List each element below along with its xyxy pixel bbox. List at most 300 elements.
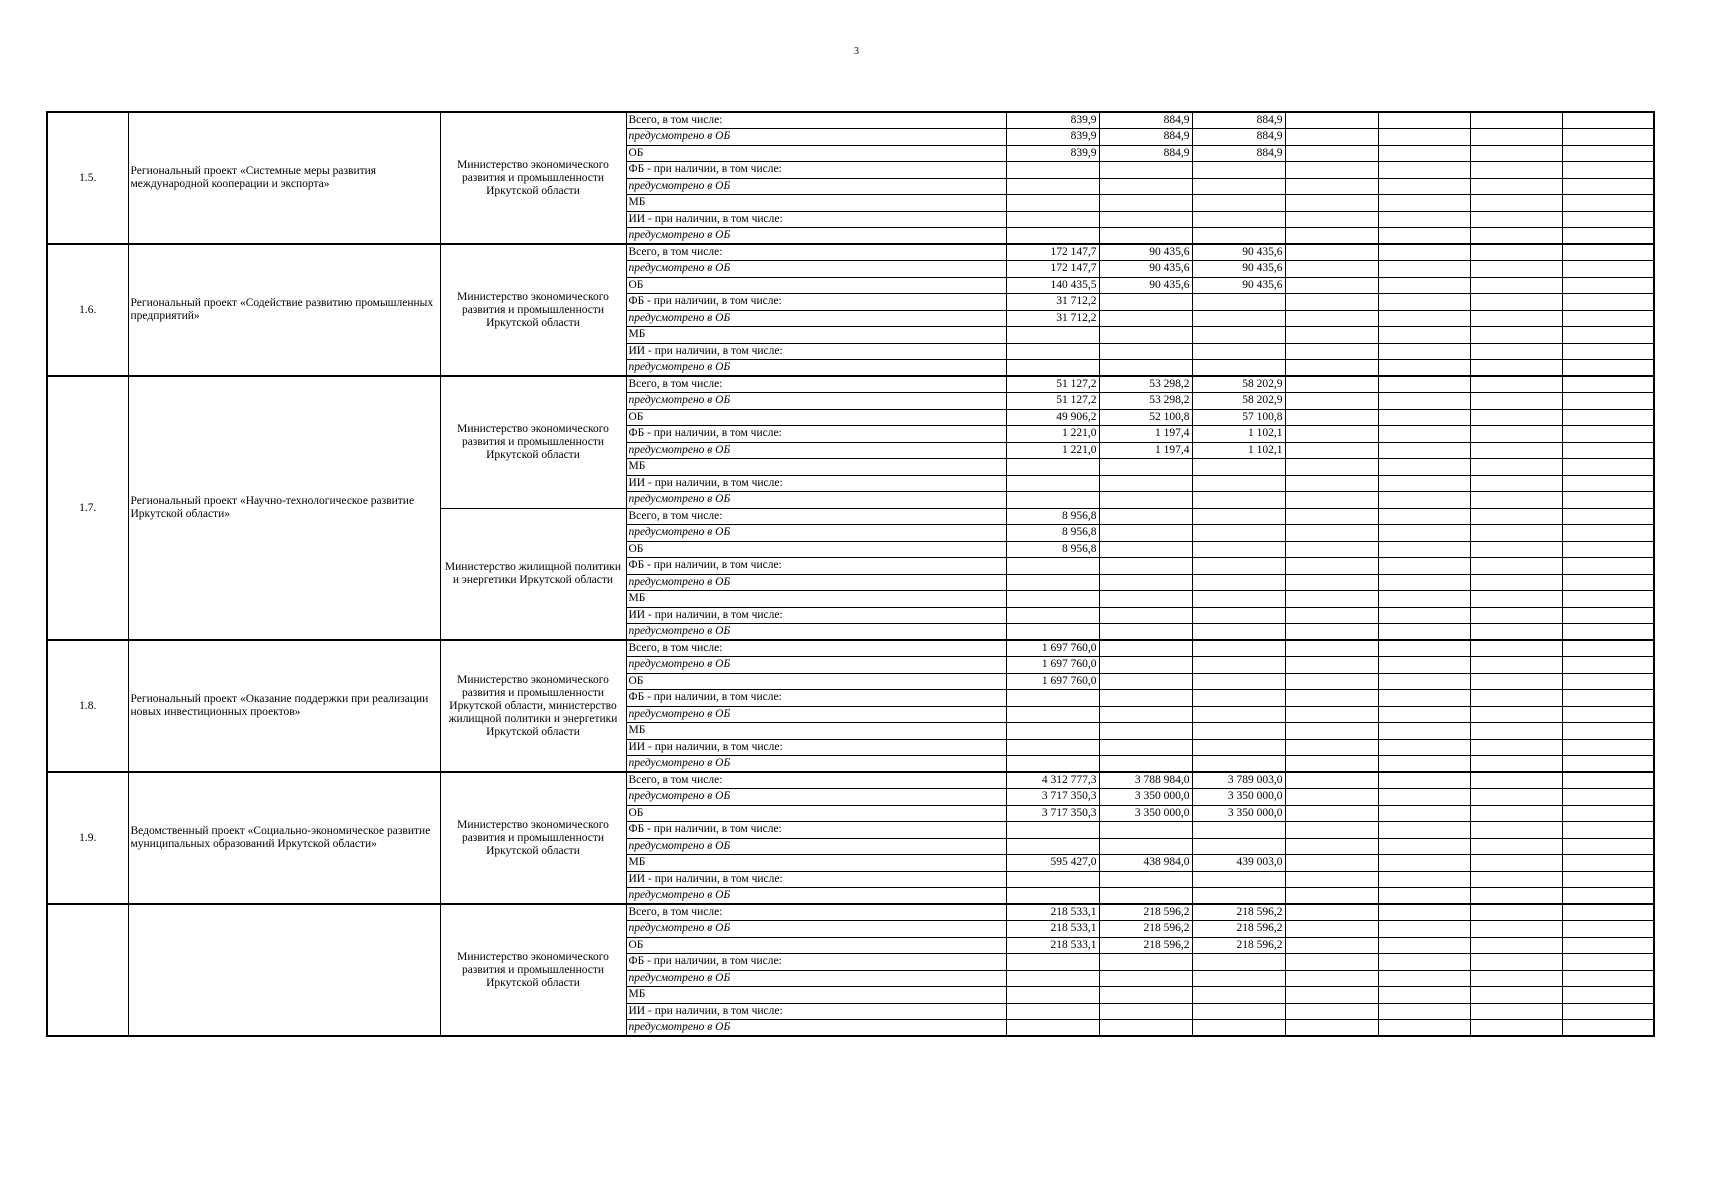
amount-cell bbox=[1470, 409, 1562, 426]
amount-cell bbox=[1470, 244, 1562, 261]
funding-source-label: предусмотрено в ОБ bbox=[626, 789, 1006, 806]
amount-cell bbox=[1192, 673, 1285, 690]
amount-cell bbox=[1562, 475, 1654, 492]
executor-name: Министерство экономического развития и промышленности Иркутской области bbox=[440, 772, 626, 904]
amount-cell bbox=[1285, 888, 1378, 905]
amount-cell bbox=[1562, 178, 1654, 195]
funding-source-label: предусмотрено в ОБ bbox=[626, 492, 1006, 509]
amount-cell bbox=[1192, 640, 1285, 657]
executor-name: Министерство экономического развития и промышленности Иркутской области bbox=[440, 112, 626, 244]
amount-cell bbox=[1006, 591, 1099, 608]
funding-source-label: МБ bbox=[626, 591, 1006, 608]
amount-cell bbox=[1378, 376, 1470, 393]
amount-cell bbox=[1099, 475, 1192, 492]
amount-cell bbox=[1562, 442, 1654, 459]
amount-cell bbox=[1285, 607, 1378, 624]
amount-cell bbox=[1562, 162, 1654, 179]
amount-cell bbox=[1562, 838, 1654, 855]
funding-source-label: ОБ bbox=[626, 145, 1006, 162]
funding-source-label: Всего, в том числе: bbox=[626, 640, 1006, 657]
funding-source-label: ФБ - при наличии, в том числе: bbox=[626, 294, 1006, 311]
amount-cell bbox=[1192, 1003, 1285, 1020]
funding-source-label: предусмотрено в ОБ bbox=[626, 178, 1006, 195]
amount-cell bbox=[1285, 574, 1378, 591]
amount-cell: 90 435,6 bbox=[1192, 277, 1285, 294]
amount-cell: 1 221,0 bbox=[1006, 426, 1099, 443]
amount-cell bbox=[1470, 904, 1562, 921]
amount-cell bbox=[1562, 789, 1654, 806]
amount-cell: 90 435,6 bbox=[1099, 277, 1192, 294]
amount-cell bbox=[1099, 657, 1192, 674]
amount-cell bbox=[1192, 294, 1285, 311]
amount-cell bbox=[1470, 855, 1562, 872]
amount-cell bbox=[1099, 178, 1192, 195]
amount-cell bbox=[1006, 360, 1099, 377]
amount-cell bbox=[1099, 228, 1192, 245]
table-row bbox=[47, 904, 1654, 921]
amount-cell bbox=[1285, 657, 1378, 674]
amount-cell bbox=[1470, 327, 1562, 344]
amount-cell bbox=[1378, 574, 1470, 591]
amount-cell bbox=[1470, 706, 1562, 723]
table-row bbox=[47, 376, 1654, 393]
amount-cell bbox=[1006, 195, 1099, 212]
amount-cell bbox=[1378, 888, 1470, 905]
amount-cell bbox=[1562, 327, 1654, 344]
amount-cell: 218 596,2 bbox=[1192, 921, 1285, 938]
amount-cell bbox=[1192, 591, 1285, 608]
amount-cell bbox=[1470, 393, 1562, 410]
amount-cell bbox=[1006, 1003, 1099, 1020]
amount-cell bbox=[1378, 1020, 1470, 1037]
funding-source-label: предусмотрено в ОБ bbox=[626, 1020, 1006, 1037]
amount-cell bbox=[1562, 195, 1654, 212]
funding-source-label: ФБ - при наличии, в том числе: bbox=[626, 426, 1006, 443]
amount-cell bbox=[1562, 970, 1654, 987]
amount-cell: 90 435,6 bbox=[1192, 261, 1285, 278]
amount-cell bbox=[1378, 987, 1470, 1004]
amount-cell bbox=[1285, 855, 1378, 872]
amount-cell: 172 147,7 bbox=[1006, 261, 1099, 278]
amount-cell bbox=[1099, 327, 1192, 344]
amount-cell bbox=[1470, 657, 1562, 674]
funding-source-label: ИИ - при наличии, в том числе: bbox=[626, 607, 1006, 624]
funding-source-label: МБ bbox=[626, 459, 1006, 476]
amount-cell bbox=[1470, 541, 1562, 558]
amount-cell bbox=[1562, 211, 1654, 228]
amount-cell: 8 956,8 bbox=[1006, 508, 1099, 525]
funding-source-label: ИИ - при наличии, в том числе: bbox=[626, 475, 1006, 492]
amount-cell bbox=[1378, 261, 1470, 278]
amount-cell bbox=[1192, 508, 1285, 525]
amount-cell bbox=[1470, 1020, 1562, 1037]
amount-cell: 1 102,1 bbox=[1192, 426, 1285, 443]
amount-cell bbox=[1006, 162, 1099, 179]
page-number: 3 bbox=[854, 46, 859, 57]
amount-cell bbox=[1562, 508, 1654, 525]
amount-cell bbox=[1285, 178, 1378, 195]
amount-cell: 8 956,8 bbox=[1006, 541, 1099, 558]
amount-cell bbox=[1378, 904, 1470, 921]
amount-cell bbox=[1285, 376, 1378, 393]
amount-cell bbox=[1562, 1003, 1654, 1020]
executor-name: Министерство жилищной политики и энергетики Иркутской области bbox=[440, 508, 626, 640]
amount-cell bbox=[1562, 129, 1654, 146]
amount-cell bbox=[1285, 360, 1378, 377]
amount-cell bbox=[1562, 690, 1654, 707]
amount-cell bbox=[1099, 706, 1192, 723]
amount-cell bbox=[1099, 574, 1192, 591]
amount-cell bbox=[1006, 343, 1099, 360]
funding-source-label: предусмотрено в ОБ bbox=[626, 624, 1006, 641]
amount-cell bbox=[1285, 261, 1378, 278]
project-name bbox=[128, 904, 440, 1036]
amount-cell bbox=[1285, 508, 1378, 525]
amount-cell bbox=[1285, 294, 1378, 311]
amount-cell bbox=[1562, 310, 1654, 327]
amount-cell bbox=[1470, 723, 1562, 740]
amount-cell bbox=[1285, 492, 1378, 509]
amount-cell bbox=[1285, 673, 1378, 690]
amount-cell bbox=[1285, 327, 1378, 344]
amount-cell: 1 197,4 bbox=[1099, 426, 1192, 443]
amount-cell bbox=[1378, 162, 1470, 179]
amount-cell bbox=[1562, 261, 1654, 278]
amount-cell bbox=[1006, 756, 1099, 773]
amount-cell bbox=[1192, 690, 1285, 707]
amount-cell: 839,9 bbox=[1006, 145, 1099, 162]
amount-cell: 90 435,6 bbox=[1192, 244, 1285, 261]
amount-cell bbox=[1378, 492, 1470, 509]
item-number: 1.8. bbox=[47, 640, 128, 772]
amount-cell bbox=[1006, 1020, 1099, 1037]
amount-cell bbox=[1006, 838, 1099, 855]
amount-cell bbox=[1470, 294, 1562, 311]
amount-cell bbox=[1099, 360, 1192, 377]
amount-cell: 53 298,2 bbox=[1099, 376, 1192, 393]
funding-source-label: ИИ - при наличии, в том числе: bbox=[626, 739, 1006, 756]
amount-cell bbox=[1192, 1020, 1285, 1037]
amount-cell bbox=[1378, 706, 1470, 723]
amount-cell bbox=[1562, 376, 1654, 393]
amount-cell bbox=[1470, 442, 1562, 459]
amount-cell bbox=[1192, 574, 1285, 591]
amount-cell bbox=[1192, 558, 1285, 575]
amount-cell bbox=[1006, 987, 1099, 1004]
amount-cell bbox=[1378, 327, 1470, 344]
amount-cell bbox=[1470, 574, 1562, 591]
amount-cell bbox=[1378, 393, 1470, 410]
amount-cell bbox=[1562, 756, 1654, 773]
table-body bbox=[47, 112, 1654, 1036]
funding-source-label: Всего, в том числе: bbox=[626, 772, 1006, 789]
amount-cell bbox=[1562, 541, 1654, 558]
amount-cell bbox=[1562, 574, 1654, 591]
amount-cell bbox=[1562, 360, 1654, 377]
amount-cell: 218 596,2 bbox=[1099, 904, 1192, 921]
amount-cell bbox=[1378, 1003, 1470, 1020]
amount-cell bbox=[1285, 723, 1378, 740]
amount-cell bbox=[1378, 195, 1470, 212]
amount-cell bbox=[1470, 838, 1562, 855]
amount-cell bbox=[1378, 673, 1470, 690]
amount-cell: 3 350 000,0 bbox=[1192, 789, 1285, 806]
amount-cell bbox=[1006, 178, 1099, 195]
amount-cell bbox=[1562, 492, 1654, 509]
amount-cell bbox=[1099, 970, 1192, 987]
amount-cell bbox=[1099, 640, 1192, 657]
funding-source-label: МБ bbox=[626, 987, 1006, 1004]
amount-cell bbox=[1099, 211, 1192, 228]
amount-cell: 3 717 350,3 bbox=[1006, 789, 1099, 806]
amount-cell bbox=[1470, 640, 1562, 657]
amount-cell bbox=[1006, 327, 1099, 344]
amount-cell bbox=[1562, 426, 1654, 443]
amount-cell bbox=[1378, 409, 1470, 426]
amount-cell bbox=[1378, 591, 1470, 608]
amount-cell bbox=[1099, 723, 1192, 740]
amount-cell bbox=[1099, 1003, 1192, 1020]
amount-cell: 140 435,5 bbox=[1006, 277, 1099, 294]
amount-cell bbox=[1378, 426, 1470, 443]
amount-cell bbox=[1378, 475, 1470, 492]
amount-cell bbox=[1378, 937, 1470, 954]
amount-cell bbox=[1562, 640, 1654, 657]
amount-cell bbox=[1192, 739, 1285, 756]
amount-cell bbox=[1285, 805, 1378, 822]
amount-cell bbox=[1285, 690, 1378, 707]
table-row bbox=[47, 112, 1654, 129]
amount-cell: 218 533,1 bbox=[1006, 937, 1099, 954]
amount-cell bbox=[1099, 492, 1192, 509]
funding-source-label: ФБ - при наличии, в том числе: bbox=[626, 162, 1006, 179]
funding-source-label: ФБ - при наличии, в том числе: bbox=[626, 822, 1006, 839]
funding-source-label: предусмотрено в ОБ bbox=[626, 525, 1006, 542]
amount-cell bbox=[1562, 739, 1654, 756]
amount-cell bbox=[1562, 673, 1654, 690]
amount-cell bbox=[1099, 673, 1192, 690]
amount-cell bbox=[1562, 277, 1654, 294]
amount-cell bbox=[1285, 937, 1378, 954]
funding-source-label: МБ bbox=[626, 723, 1006, 740]
amount-cell bbox=[1562, 904, 1654, 921]
funding-source-label: ИИ - при наличии, в том числе: bbox=[626, 211, 1006, 228]
amount-cell: 1 697 760,0 bbox=[1006, 673, 1099, 690]
amount-cell bbox=[1285, 343, 1378, 360]
amount-cell bbox=[1378, 145, 1470, 162]
amount-cell bbox=[1192, 871, 1285, 888]
amount-cell bbox=[1562, 112, 1654, 129]
funding-source-label: предусмотрено в ОБ bbox=[626, 921, 1006, 938]
amount-cell bbox=[1099, 756, 1192, 773]
amount-cell bbox=[1378, 723, 1470, 740]
amount-cell bbox=[1562, 294, 1654, 311]
amount-cell bbox=[1470, 508, 1562, 525]
amount-cell bbox=[1006, 459, 1099, 476]
amount-cell: 218 596,2 bbox=[1192, 937, 1285, 954]
amount-cell: 884,9 bbox=[1192, 129, 1285, 146]
funding-source-label: МБ bbox=[626, 327, 1006, 344]
project-name: Региональный проект «Научно-технологическое развитие Иркутской области» bbox=[128, 376, 440, 640]
amount-cell bbox=[1099, 591, 1192, 608]
amount-cell: 52 100,8 bbox=[1099, 409, 1192, 426]
amount-cell: 4 312 777,3 bbox=[1006, 772, 1099, 789]
amount-cell bbox=[1006, 970, 1099, 987]
amount-cell bbox=[1285, 195, 1378, 212]
amount-cell bbox=[1378, 690, 1470, 707]
funding-source-label: ОБ bbox=[626, 673, 1006, 690]
amount-cell bbox=[1006, 822, 1099, 839]
amount-cell bbox=[1470, 756, 1562, 773]
amount-cell bbox=[1285, 1020, 1378, 1037]
amount-cell bbox=[1562, 409, 1654, 426]
amount-cell bbox=[1006, 558, 1099, 575]
amount-cell: 3 788 984,0 bbox=[1099, 772, 1192, 789]
amount-cell: 884,9 bbox=[1099, 112, 1192, 129]
amount-cell bbox=[1099, 558, 1192, 575]
amount-cell: 90 435,6 bbox=[1099, 244, 1192, 261]
amount-cell: 49 906,2 bbox=[1006, 409, 1099, 426]
amount-cell bbox=[1470, 624, 1562, 641]
amount-cell bbox=[1099, 459, 1192, 476]
funding-source-label: предусмотрено в ОБ bbox=[626, 261, 1006, 278]
amount-cell bbox=[1378, 211, 1470, 228]
amount-cell bbox=[1378, 822, 1470, 839]
amount-cell: 51 127,2 bbox=[1006, 393, 1099, 410]
amount-cell bbox=[1562, 145, 1654, 162]
amount-cell bbox=[1562, 624, 1654, 641]
amount-cell bbox=[1470, 459, 1562, 476]
funding-source-label: предусмотрено в ОБ bbox=[626, 442, 1006, 459]
amount-cell bbox=[1285, 838, 1378, 855]
amount-cell bbox=[1285, 112, 1378, 129]
amount-cell bbox=[1099, 525, 1192, 542]
amount-cell bbox=[1470, 888, 1562, 905]
amount-cell bbox=[1192, 343, 1285, 360]
amount-cell bbox=[1470, 228, 1562, 245]
amount-cell bbox=[1285, 921, 1378, 938]
amount-cell bbox=[1378, 112, 1470, 129]
amount-cell: 218 596,2 bbox=[1099, 937, 1192, 954]
amount-cell bbox=[1192, 970, 1285, 987]
amount-cell bbox=[1378, 954, 1470, 971]
amount-cell bbox=[1470, 954, 1562, 971]
amount-cell: 3 350 000,0 bbox=[1099, 789, 1192, 806]
amount-cell bbox=[1285, 541, 1378, 558]
funding-source-label: ОБ bbox=[626, 277, 1006, 294]
amount-cell bbox=[1562, 525, 1654, 542]
amount-cell bbox=[1099, 888, 1192, 905]
amount-cell bbox=[1099, 162, 1192, 179]
amount-cell bbox=[1285, 1003, 1378, 1020]
amount-cell bbox=[1099, 310, 1192, 327]
amount-cell bbox=[1192, 195, 1285, 212]
amount-cell: 839,9 bbox=[1006, 112, 1099, 129]
amount-cell bbox=[1378, 360, 1470, 377]
amount-cell: 884,9 bbox=[1099, 145, 1192, 162]
amount-cell bbox=[1562, 871, 1654, 888]
amount-cell: 839,9 bbox=[1006, 129, 1099, 146]
amount-cell bbox=[1470, 789, 1562, 806]
project-name: Региональный проект «Оказание поддержки при реализации новых инвестиционных проектов» bbox=[128, 640, 440, 772]
amount-cell bbox=[1562, 591, 1654, 608]
amount-cell bbox=[1470, 591, 1562, 608]
funding-source-label: ОБ bbox=[626, 409, 1006, 426]
amount-cell bbox=[1470, 673, 1562, 690]
amount-cell bbox=[1099, 607, 1192, 624]
item-number: 1.6. bbox=[47, 244, 128, 376]
amount-cell: 218 596,2 bbox=[1192, 904, 1285, 921]
amount-cell bbox=[1192, 541, 1285, 558]
funding-source-label: Всего, в том числе: bbox=[626, 376, 1006, 393]
amount-cell bbox=[1285, 558, 1378, 575]
amount-cell bbox=[1099, 954, 1192, 971]
amount-cell bbox=[1470, 607, 1562, 624]
amount-cell bbox=[1562, 558, 1654, 575]
amount-cell bbox=[1006, 624, 1099, 641]
funding-source-label: ОБ bbox=[626, 541, 1006, 558]
amount-cell bbox=[1192, 475, 1285, 492]
amount-cell bbox=[1470, 772, 1562, 789]
amount-cell bbox=[1562, 772, 1654, 789]
amount-cell bbox=[1470, 261, 1562, 278]
amount-cell bbox=[1470, 211, 1562, 228]
funding-source-label: ИИ - при наличии, в том числе: bbox=[626, 343, 1006, 360]
amount-cell bbox=[1562, 343, 1654, 360]
amount-cell bbox=[1099, 624, 1192, 641]
amount-cell bbox=[1099, 822, 1192, 839]
amount-cell bbox=[1378, 558, 1470, 575]
amount-cell bbox=[1378, 756, 1470, 773]
amount-cell: 884,9 bbox=[1192, 112, 1285, 129]
amount-cell bbox=[1192, 178, 1285, 195]
amount-cell bbox=[1192, 838, 1285, 855]
amount-cell bbox=[1378, 508, 1470, 525]
item-number bbox=[47, 904, 128, 1036]
amount-cell bbox=[1285, 244, 1378, 261]
item-number: 1.9. bbox=[47, 772, 128, 904]
funding-source-label: предусмотрено в ОБ bbox=[626, 129, 1006, 146]
funding-source-label: ФБ - при наличии, в том числе: bbox=[626, 690, 1006, 707]
amount-cell bbox=[1378, 640, 1470, 657]
amount-cell bbox=[1006, 211, 1099, 228]
amount-cell: 1 697 760,0 bbox=[1006, 640, 1099, 657]
funding-source-label: предусмотрено в ОБ bbox=[626, 393, 1006, 410]
funding-source-label: МБ bbox=[626, 855, 1006, 872]
amount-cell bbox=[1099, 739, 1192, 756]
amount-cell bbox=[1285, 987, 1378, 1004]
amount-cell bbox=[1378, 624, 1470, 641]
amount-cell bbox=[1470, 937, 1562, 954]
amount-cell bbox=[1192, 954, 1285, 971]
amount-cell bbox=[1192, 228, 1285, 245]
amount-cell bbox=[1562, 954, 1654, 971]
amount-cell bbox=[1378, 310, 1470, 327]
amount-cell bbox=[1006, 706, 1099, 723]
amount-cell bbox=[1285, 310, 1378, 327]
amount-cell bbox=[1006, 607, 1099, 624]
amount-cell bbox=[1562, 706, 1654, 723]
amount-cell bbox=[1378, 838, 1470, 855]
amount-cell bbox=[1470, 739, 1562, 756]
amount-cell bbox=[1562, 228, 1654, 245]
amount-cell bbox=[1378, 871, 1470, 888]
amount-cell bbox=[1192, 888, 1285, 905]
amount-cell bbox=[1192, 607, 1285, 624]
amount-cell bbox=[1192, 211, 1285, 228]
funding-source-label: предусмотрено в ОБ bbox=[626, 970, 1006, 987]
amount-cell bbox=[1562, 855, 1654, 872]
